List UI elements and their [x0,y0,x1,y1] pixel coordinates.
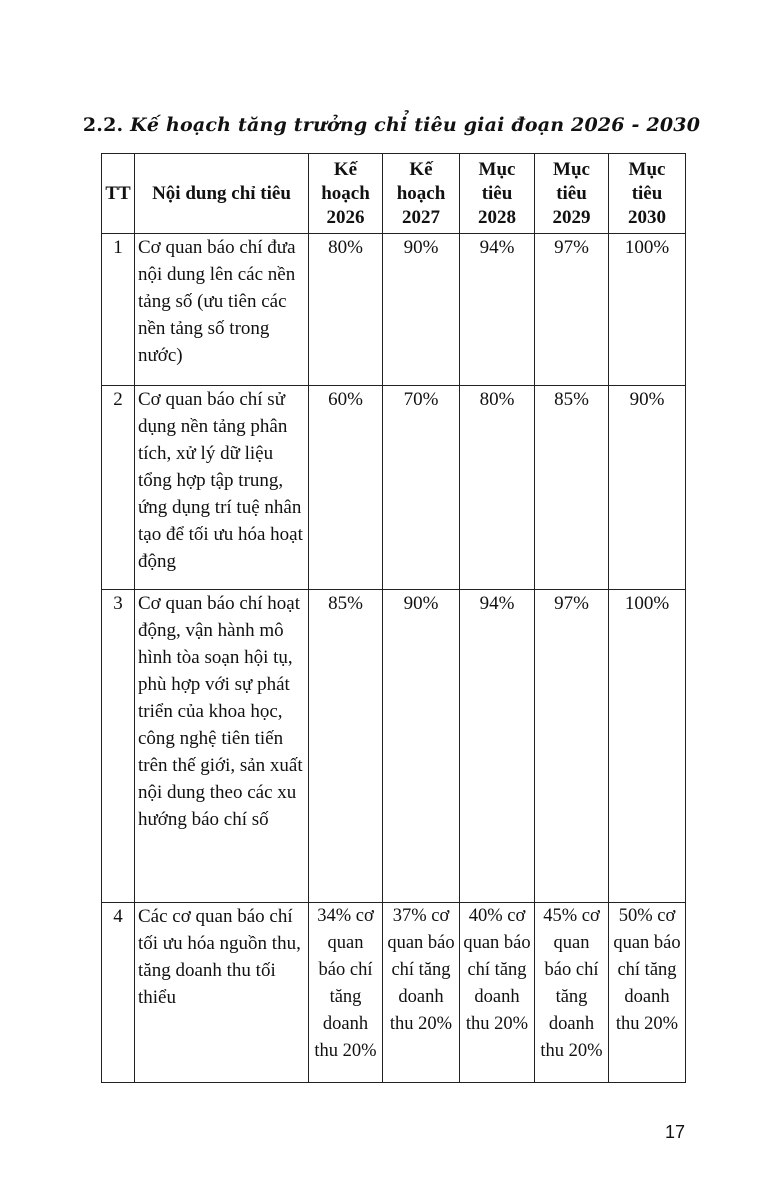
page-number: 17 [664,1122,685,1142]
value-2027: 37% cơ quan báo chí tăng doanh thu 20% [383,903,460,1083]
value-2030: 50% cơ quan báo chí tăng doanh thu 20% [609,903,686,1083]
value-2030: 100% [609,590,686,903]
row-number: 1 [102,234,135,386]
header-target-2028: Mục tiêu 2028 [460,154,535,234]
section-title: Kế hoạch tăng trưởng chỉ tiêu giai đoạn 2026 - 2030 [130,114,701,136]
table-row [102,386,686,590]
value-2028: 80% [460,386,535,590]
header-plan-2027: Kế hoạch 2027 [383,154,460,234]
header-plan-2026: Kế hoạch 2026 [309,154,383,234]
table-header-row [102,154,686,234]
row-number: 2 [102,386,135,590]
value-2028: 94% [460,234,535,386]
row-number: 4 [102,903,135,1083]
value-2028: 40% cơ quan báo chí tăng doanh thu 20% [460,903,535,1083]
value-2027: 90% [383,590,460,903]
value-2026: 60% [309,386,383,590]
table-row [102,234,686,386]
row-content: Cơ quan báo chí đưa nội dung lên các nền tảng số (ưu tiên các nền tảng số trong nước) [135,234,309,386]
section-heading [0,114,783,136]
header-tt: TT [102,154,135,234]
value-2026: 80% [309,234,383,386]
value-2026: 34% cơ quan báo chí tăng doanh thu 20% [309,903,383,1083]
value-2030: 100% [609,234,686,386]
value-2028: 94% [460,590,535,903]
value-2027: 70% [383,386,460,590]
value-2029: 85% [535,386,609,590]
section-number: 2.2. [82,114,124,136]
value-2029: 97% [535,590,609,903]
header-target-2029: Mục tiêu 2029 [535,154,609,234]
row-number: 3 [102,590,135,903]
value-2029: 45% cơ quan báo chí tăng doanh thu 20% [535,903,609,1083]
table-row [102,903,686,1083]
row-content: Cơ quan báo chí sử dụng nền tảng phân tích, xử lý dữ liệu tổng hợp tập trung, ứng dụng trí tuệ nhân tạo để tối ưu hóa hoạt động [135,386,309,590]
value-2029: 97% [535,234,609,386]
header-target-2030: Mục tiêu 2030 [609,154,686,234]
table-row [102,590,686,903]
row-content: Các cơ quan báo chí tối ưu hóa nguồn thu, tăng doanh thu tối thiểu [135,903,309,1083]
value-2026: 85% [309,590,383,903]
row-content: Cơ quan báo chí hoạt động, vận hành mô hình tòa soạn hội tụ, phù hợp với sự phát triển của khoa học, công nghệ tiên tiến trên thế giới, sản xuất nội dung theo các xu hướng báo chí số [135,590,309,903]
targets-table [101,153,686,1083]
value-2030: 90% [609,386,686,590]
value-2027: 90% [383,234,460,386]
header-content: Nội dung chỉ tiêu [135,154,309,234]
